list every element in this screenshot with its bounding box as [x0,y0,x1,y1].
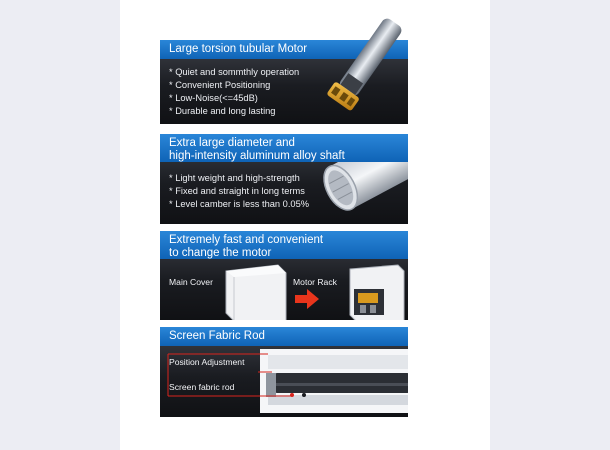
panel-motor-title-text: Large torsion tubular Motor [169,43,308,55]
bullet-item: * Light weight and high-strength [169,173,300,183]
panel-change-motor [160,231,408,320]
bullet-item: * Fixed and straight in long terms [169,186,305,196]
bullet-item: * Convenient Positioning [169,80,271,90]
panel-shaft-title-line: Extra large diameter and [169,137,295,149]
panel-change-motor-title-line: Extremely fast and convenient [169,234,324,246]
bullet-item: * Quiet and sommthly operation [169,67,300,77]
bullet-item: * Durable and long lasting [169,106,276,116]
panel-shaft-title [160,134,408,162]
panel-shaft-title-line: high-intensity aluminum alloy shaft [169,149,345,162]
motor-rack-box-icon [346,261,408,320]
panel-change-motor-title-line: to change the motor [169,246,272,259]
main-cover-box-icon [220,261,290,320]
tubular-motor-icon [300,14,420,134]
panel-fabric-rod [160,327,408,417]
panel-shaft [160,134,408,224]
main-cover-label: Main Cover [169,277,213,287]
bullet-item: * Level camber is less than 0.05% [169,199,310,209]
position-adjustment-label: Position Adjustment [169,357,245,367]
panel-change-motor-title [160,231,408,259]
panel-motor-bullets [169,66,299,118]
callout-lines [160,327,408,417]
panel-shaft-bullets [169,172,309,211]
motor-rack-label: Motor Rack [293,277,337,287]
arrow-right-icon [295,289,319,309]
panel-fabric-rod-title-text: Screen Fabric Rod [169,330,265,342]
bullet-item: * Low-Noise(<=45dB) [169,93,258,103]
screen-fabric-rod-label: Screen fabric rod [169,382,235,392]
